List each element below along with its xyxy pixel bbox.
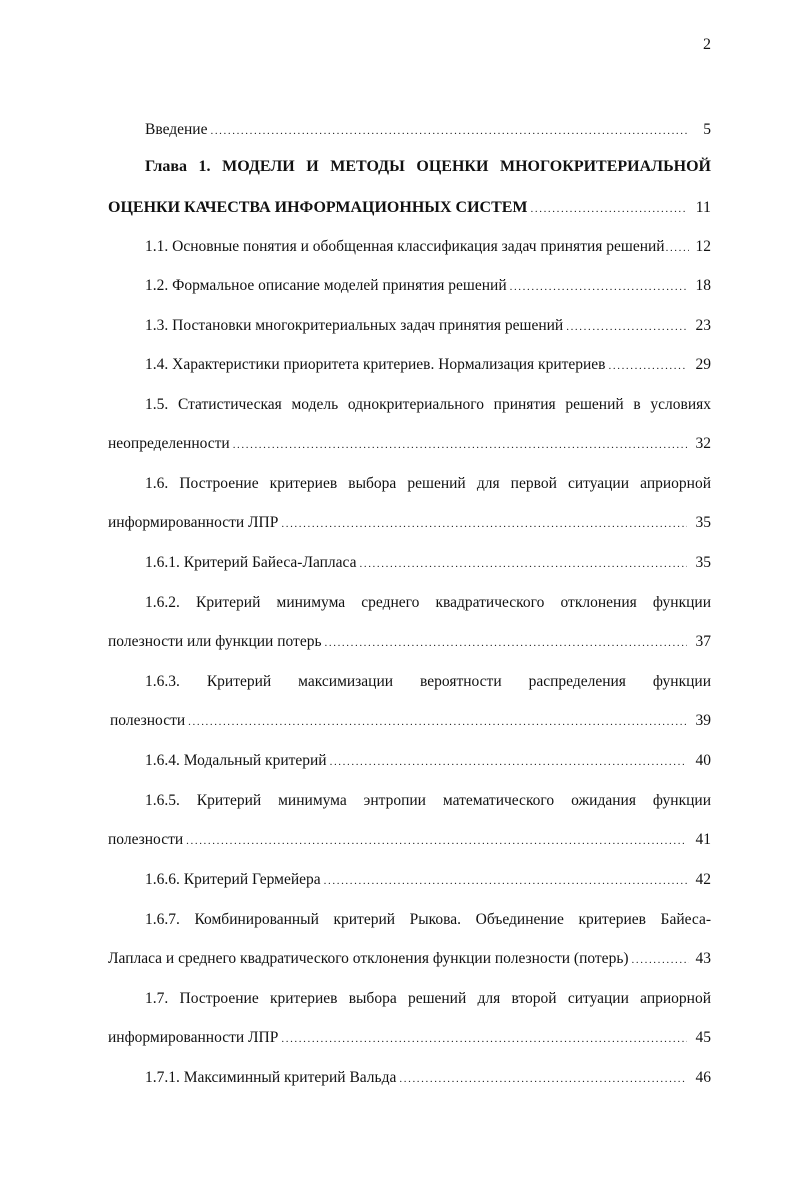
toc-entry-page: 35 [695, 554, 711, 571]
toc-chapter-title-line1: Глава 1. МОДЕЛИ И МЕТОДЫ ОЦЕНКИ МНОГОКРИТЕРИАЛЬНОЙ [145, 158, 711, 175]
toc-entry-1-7[interactable] [108, 1027, 711, 1049]
toc-entry-title: Введение [145, 121, 208, 138]
leader-dots [566, 316, 687, 338]
toc-entry-intro[interactable] [108, 119, 711, 141]
toc-entry-page: 5 [703, 121, 711, 138]
toc-entry-1-3[interactable] [108, 315, 711, 337]
toc-entry-page: 46 [695, 1069, 711, 1086]
toc-entry-page: 23 [695, 317, 711, 334]
toc-entry-1-6-7[interactable] [108, 948, 711, 970]
toc-entry-1-6-3[interactable] [108, 710, 711, 732]
toc-entry-1-2[interactable] [108, 275, 711, 297]
toc-entry-title: 1.4. Характеристики приоритета критериев. Нормализация критериев [145, 356, 606, 373]
toc-entry-title: 1.6.1. Критерий Байеса-Лапласа [145, 554, 357, 571]
toc-entry-title-line1: 1.5. Статистическая модель однокритериального принятия решений в условиях [145, 396, 711, 413]
toc-entry-title-line1: 1.6.5. Критерий минимума энтропии математического ожидания функции [145, 792, 711, 809]
leader-dots [399, 1068, 687, 1090]
toc-entry-title: 1.6.6. Критерий Гермейера [145, 871, 321, 888]
toc-entry-1-6-4[interactable] [108, 750, 711, 772]
toc-entry-title: 1.2. Формальное описание моделей принятия решений [145, 277, 507, 294]
toc-entry-page: 32 [695, 435, 711, 452]
leader-dots [666, 237, 689, 259]
toc-entry-page: 35 [695, 514, 711, 531]
toc-entry-title: Лапласа и среднего квадратического отклонения функции полезности (потерь) [108, 950, 629, 967]
toc-entry-page: 18 [695, 277, 711, 294]
toc-entry-page: 43 [695, 950, 711, 967]
leader-dots [233, 434, 687, 456]
leader-dots [281, 513, 687, 535]
toc-entry-title-line1: 1.6. Построение критериев выбора решений для первой ситуации априорной [145, 475, 711, 492]
toc-entry-title: информированности ЛПР [108, 514, 279, 531]
toc-entry-page: 39 [695, 712, 711, 729]
toc-entry-1-5-line1 [108, 394, 711, 416]
leader-dots [330, 751, 687, 773]
toc-entry-chapter-1[interactable] [108, 197, 711, 219]
toc-entry-title: 1.3. Постановки многокритериальных задач принятия решений [145, 317, 564, 334]
toc-entry-1-6-5[interactable] [108, 829, 711, 851]
toc-entry-1-6-7-line1 [108, 909, 711, 931]
leader-dots [609, 355, 687, 377]
toc-entry-title: 1.6.4. Модальный критерий [145, 752, 327, 769]
toc-entry-1-6-5-line1 [108, 790, 711, 812]
leader-dots [360, 553, 688, 575]
toc-entry-page: 41 [695, 831, 711, 848]
toc-entry-title: 1.1. Основные понятия и обобщенная классификация задач принятия решений [145, 238, 665, 255]
leader-dots [210, 120, 687, 142]
leader-dots [632, 949, 689, 971]
toc-entry-title: полезности или функции потерь [108, 633, 322, 650]
toc-entry-title: полезности [108, 831, 184, 848]
toc-entry-title-line1: 1.7. Построение критериев выбора решений для второй ситуации априорной [145, 990, 711, 1007]
toc-entry-page: 42 [695, 871, 711, 888]
toc-chapter-heading [108, 156, 711, 178]
toc-entry-page: 45 [695, 1029, 711, 1046]
toc-entry-page: 12 [695, 238, 711, 255]
toc-entry-title: информированности ЛПР [108, 1029, 279, 1046]
toc-entry-title-line1: 1.6.7. Комбинированный критерий Рыкова. Объединение критериев Байеса- [145, 911, 711, 928]
toc-entry-1-1[interactable] [108, 236, 711, 258]
toc-entry-page: 37 [695, 633, 711, 650]
toc-entry-1-6-1[interactable] [108, 552, 711, 574]
toc-entry-1-6-3-line1 [108, 671, 711, 693]
toc-entry-1-6-line1 [108, 473, 711, 495]
toc-entry-1-6-2[interactable] [108, 631, 711, 653]
leader-dots [531, 198, 687, 220]
toc-entry-1-6-6[interactable] [108, 869, 711, 891]
leader-dots [510, 276, 687, 298]
toc-entry-1-6[interactable] [108, 512, 711, 534]
toc-entry-title: полезности [110, 712, 186, 729]
toc-entry-page: 11 [695, 199, 711, 216]
toc-entry-1-7-1[interactable] [108, 1067, 711, 1089]
leader-dots [281, 1028, 687, 1050]
toc-entry-page: 29 [695, 356, 711, 373]
leader-dots [186, 830, 687, 852]
leader-dots [324, 870, 687, 892]
toc-entry-1-6-2-line1 [108, 592, 711, 614]
toc-entry-title: 1.7.1. Максиминный критерий Вальда [145, 1069, 397, 1086]
page-number: 2 [703, 36, 711, 53]
toc-entry-title-line1: 1.6.2. Критерий минимума среднего квадратического отклонения функции [145, 594, 711, 611]
leader-dots [188, 711, 687, 733]
toc-entry-1-7-line1 [108, 988, 711, 1010]
toc-entry-1-4[interactable] [108, 354, 711, 376]
toc-entry-page: 40 [695, 752, 711, 769]
toc-entry-1-5[interactable] [108, 433, 711, 455]
toc-entry-title: ОЦЕНКИ КАЧЕСТВА ИНФОРМАЦИОННЫХ СИСТЕМ [108, 199, 528, 216]
toc-entry-title-line1: 1.6.3. Критерий максимизации вероятности распределения функции [145, 673, 711, 690]
toc-entry-title: неопределенности [108, 435, 230, 452]
leader-dots [325, 632, 687, 654]
